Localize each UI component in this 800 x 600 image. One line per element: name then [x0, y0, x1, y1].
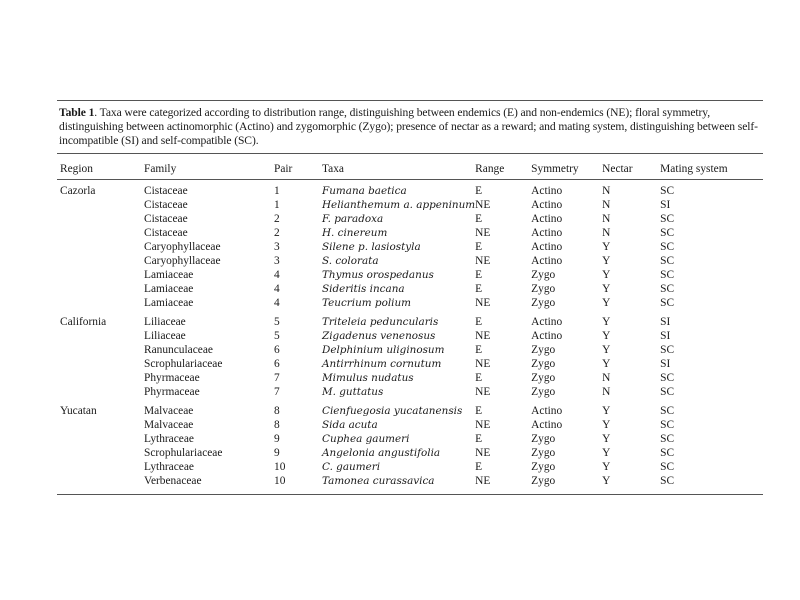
pair-cell: 10: [274, 461, 286, 473]
header-mating-system: Mating system: [660, 162, 728, 175]
symmetry-cell: Zygo: [531, 433, 556, 445]
symmetry-cell: Zygo: [531, 344, 556, 356]
range-cell: E: [475, 269, 483, 281]
range-cell: NE: [475, 199, 491, 211]
symmetry-cell: Zygo: [531, 447, 556, 459]
pair-cell: 6: [274, 344, 280, 356]
nectar-cell: Y: [602, 475, 611, 487]
pair-cell: 3: [274, 255, 280, 267]
table-row: [57, 198, 763, 212]
nectar-cell: N: [602, 372, 611, 384]
family-cell: Cistaceae: [144, 213, 188, 225]
region-cell: [57, 460, 144, 474]
mating-system-cell: SC: [660, 386, 675, 398]
table-row: [57, 296, 763, 310]
range-cell: NE: [475, 330, 491, 342]
table-caption: [57, 101, 763, 153]
region-cell: [57, 418, 144, 432]
pair-cell: 3: [274, 241, 280, 253]
nectar-cell: N: [602, 185, 611, 197]
range-cell: NE: [475, 255, 491, 267]
region-cell: [57, 212, 144, 226]
table-row: [57, 418, 763, 432]
symmetry-cell: Actino: [531, 199, 563, 211]
nectar-cell: Y: [602, 433, 611, 445]
region-cell: [57, 226, 144, 240]
family-cell: Malvaceae: [144, 405, 194, 417]
table-row: [57, 268, 763, 282]
taxa-cell: Sida acuta: [322, 419, 378, 431]
taxa-cell: C. gaumeri: [322, 461, 381, 473]
family-cell: Caryophyllaceae: [144, 255, 221, 267]
taxa-cell: Zigadenus venenosus: [322, 330, 436, 342]
pair-cell: 4: [274, 297, 280, 309]
taxa-cell: Antirrhinum cornutum: [322, 358, 442, 370]
symmetry-cell: Actino: [531, 330, 563, 342]
range-cell: E: [475, 316, 483, 328]
symmetry-cell: Zygo: [531, 297, 556, 309]
family-cell: Liliaceae: [144, 316, 186, 328]
mating-system-cell: SC: [660, 419, 675, 431]
family-cell: Phyrmaceae: [144, 386, 200, 398]
caption-label: Table 1: [59, 106, 95, 119]
header-family: Family: [144, 162, 177, 175]
pair-cell: 1: [274, 185, 280, 197]
region-cell: [57, 343, 144, 357]
pair-cell: 8: [274, 419, 280, 431]
region-cell: [57, 371, 144, 385]
nectar-cell: Y: [602, 461, 611, 473]
pair-cell: 1: [274, 199, 280, 211]
taxa-cell: Helianthemum a. appeninum: [322, 199, 476, 211]
range-cell: E: [475, 372, 483, 384]
region-cell: California: [60, 316, 107, 328]
pair-cell: 5: [274, 330, 280, 342]
header-nectar: Nectar: [602, 162, 633, 175]
symmetry-cell: Actino: [531, 255, 563, 267]
mating-system-cell: SI: [660, 358, 671, 370]
nectar-cell: Y: [602, 330, 611, 342]
header-range: Range: [475, 162, 505, 175]
pair-cell: 2: [274, 227, 280, 239]
mating-system-cell: SI: [660, 330, 671, 342]
region-cell: [57, 329, 144, 343]
family-cell: Lamiaceae: [144, 283, 194, 295]
nectar-cell: Y: [602, 283, 611, 295]
caption-text: . Taxa were categorized according to distribution range, distinguishing between endemics (E) and non-endemics (NE); floral symmetry, distinguishing between actinomorphic (Actino) and zygomorphic (Zygo); presence of nectar as a reward; and mating system, distinguishing between self-incompatible (SI) and self-compatible (SC).: [59, 106, 758, 147]
table-row: [57, 180, 763, 199]
family-cell: Caryophyllaceae: [144, 241, 221, 253]
taxa-cell: Silene p. lasiostyla: [322, 241, 421, 253]
symmetry-cell: Zygo: [531, 475, 556, 487]
mating-system-cell: SC: [660, 297, 675, 309]
table-row: [57, 460, 763, 474]
range-cell: E: [475, 405, 483, 417]
nectar-cell: Y: [602, 358, 611, 370]
table-row: [57, 385, 763, 399]
family-cell: Lamiaceae: [144, 297, 194, 309]
mating-system-cell: SC: [660, 372, 675, 384]
family-cell: Ranunculaceae: [144, 344, 213, 356]
taxa-cell: Teucrium polium: [322, 297, 412, 309]
mating-system-cell: SC: [660, 344, 675, 356]
range-cell: NE: [475, 297, 491, 309]
family-cell: Lamiaceae: [144, 269, 194, 281]
taxa-cell: Cuphea gaumeri: [322, 433, 410, 445]
table-row: [57, 446, 763, 460]
family-cell: Malvaceae: [144, 419, 194, 431]
family-cell: Phyrmaceae: [144, 372, 200, 384]
family-cell: Scrophulariaceae: [144, 358, 223, 370]
table-row: [57, 254, 763, 268]
family-cell: Verbenaceae: [144, 475, 202, 487]
symmetry-cell: Actino: [531, 241, 563, 253]
table-row: [57, 343, 763, 357]
mating-system-cell: SC: [660, 283, 675, 295]
region-cell: [57, 254, 144, 268]
range-cell: E: [475, 185, 483, 197]
symmetry-cell: Actino: [531, 185, 563, 197]
table-row: [57, 329, 763, 343]
mating-system-cell: SC: [660, 227, 675, 239]
table-row: [57, 240, 763, 254]
range-cell: E: [475, 213, 483, 225]
symmetry-cell: Actino: [531, 227, 563, 239]
family-cell: Cistaceae: [144, 185, 188, 197]
pair-cell: 4: [274, 269, 280, 281]
table-row: [57, 357, 763, 371]
region-cell: [57, 474, 144, 488]
taxa-cell: Fumana baetica: [322, 185, 407, 197]
nectar-cell: Y: [602, 269, 611, 281]
mating-system-cell: SC: [660, 255, 675, 267]
symmetry-cell: Actino: [531, 405, 563, 417]
header-pair: Pair: [274, 162, 293, 175]
table-row: [57, 212, 763, 226]
mating-system-cell: SC: [660, 213, 675, 225]
mating-system-cell: SC: [660, 447, 675, 459]
range-cell: NE: [475, 227, 491, 239]
taxa-cell: M. guttatus: [322, 386, 384, 398]
taxa-cell: Thymus orospedanus: [322, 269, 434, 281]
nectar-cell: Y: [602, 405, 611, 417]
header-region: Region: [60, 162, 93, 175]
region-cell: [57, 432, 144, 446]
pair-cell: 10: [274, 475, 286, 487]
mating-system-cell: SC: [660, 461, 675, 473]
table-row: [57, 474, 763, 488]
pair-cell: 7: [274, 372, 280, 384]
symmetry-cell: Actino: [531, 419, 563, 431]
nectar-cell: Y: [602, 447, 611, 459]
region-cell: [57, 282, 144, 296]
taxa-cell: Sideritis incana: [322, 283, 405, 295]
table-row: [57, 399, 763, 418]
nectar-cell: Y: [602, 419, 611, 431]
table-row: [57, 432, 763, 446]
header-row: [57, 154, 763, 180]
mating-system-cell: SC: [660, 269, 675, 281]
bottom-rule: [57, 494, 763, 495]
region-cell: [57, 296, 144, 310]
nectar-cell: Y: [602, 316, 611, 328]
range-cell: E: [475, 461, 483, 473]
region-cell: [57, 357, 144, 371]
mating-system-cell: SC: [660, 475, 675, 487]
symmetry-cell: Actino: [531, 316, 563, 328]
region-group-yucatan: [57, 399, 763, 488]
pair-cell: 8: [274, 405, 280, 417]
region-cell: [57, 240, 144, 254]
mating-system-cell: SC: [660, 185, 675, 197]
family-cell: Cistaceae: [144, 227, 188, 239]
region-cell: [57, 446, 144, 460]
mating-system-cell: SI: [660, 316, 671, 328]
taxa-cell: F. paradoxa: [322, 213, 384, 225]
nectar-cell: N: [602, 199, 611, 211]
range-cell: E: [475, 241, 483, 253]
mating-system-cell: SC: [660, 433, 675, 445]
taxa-cell: Mimulus nudatus: [322, 372, 414, 384]
taxa-table: [57, 154, 763, 488]
nectar-cell: Y: [602, 241, 611, 253]
symmetry-cell: Zygo: [531, 461, 556, 473]
taxa-cell: Tamonea curassavica: [322, 475, 435, 487]
family-cell: Scrophulariaceae: [144, 447, 223, 459]
symmetry-cell: Zygo: [531, 283, 556, 295]
symmetry-cell: Actino: [531, 213, 563, 225]
region-cell: [57, 198, 144, 212]
region-group-cazorla: [57, 180, 763, 311]
symmetry-cell: Zygo: [531, 386, 556, 398]
nectar-cell: Y: [602, 255, 611, 267]
range-cell: NE: [475, 447, 491, 459]
pair-cell: 5: [274, 316, 280, 328]
pair-cell: 2: [274, 213, 280, 225]
table-row: [57, 371, 763, 385]
family-cell: Lythraceae: [144, 461, 194, 473]
symmetry-cell: Zygo: [531, 372, 556, 384]
family-cell: Lythraceae: [144, 433, 194, 445]
mating-system-cell: SC: [660, 241, 675, 253]
table-document: [57, 100, 763, 495]
taxa-cell: S. colorata: [322, 255, 379, 267]
taxa-cell: H. cinereum: [322, 227, 388, 239]
nectar-cell: N: [602, 213, 611, 225]
pair-cell: 4: [274, 283, 280, 295]
region-cell: Cazorla: [60, 185, 96, 197]
taxa-cell: Triteleia peduncularis: [322, 316, 439, 328]
taxa-cell: Cienfuegosia yucatanensis: [322, 405, 463, 417]
nectar-cell: Y: [602, 344, 611, 356]
table-row: [57, 310, 763, 329]
nectar-cell: N: [602, 227, 611, 239]
table-row: [57, 282, 763, 296]
family-cell: Cistaceae: [144, 199, 188, 211]
range-cell: NE: [475, 475, 491, 487]
range-cell: E: [475, 344, 483, 356]
header-symmetry: Symmetry: [531, 162, 579, 175]
taxa-cell: Angelonia angustifolia: [322, 447, 441, 459]
symmetry-cell: Zygo: [531, 358, 556, 370]
taxa-cell: Delphinium uliginosum: [322, 344, 445, 356]
mating-system-cell: SI: [660, 199, 671, 211]
pair-cell: 9: [274, 447, 280, 459]
pair-cell: 9: [274, 433, 280, 445]
range-cell: NE: [475, 386, 491, 398]
mating-system-cell: SC: [660, 405, 675, 417]
range-cell: E: [475, 433, 483, 445]
range-cell: NE: [475, 358, 491, 370]
family-cell: Liliaceae: [144, 330, 186, 342]
range-cell: NE: [475, 419, 491, 431]
nectar-cell: N: [602, 386, 611, 398]
region-cell: [57, 268, 144, 282]
header-taxa: Taxa: [322, 162, 344, 175]
region-group-california: [57, 310, 763, 399]
range-cell: E: [475, 283, 483, 295]
nectar-cell: Y: [602, 297, 611, 309]
table-row: [57, 226, 763, 240]
pair-cell: 7: [274, 386, 280, 398]
region-cell: Yucatan: [60, 405, 97, 417]
pair-cell: 6: [274, 358, 280, 370]
symmetry-cell: Zygo: [531, 269, 556, 281]
region-cell: [57, 385, 144, 399]
